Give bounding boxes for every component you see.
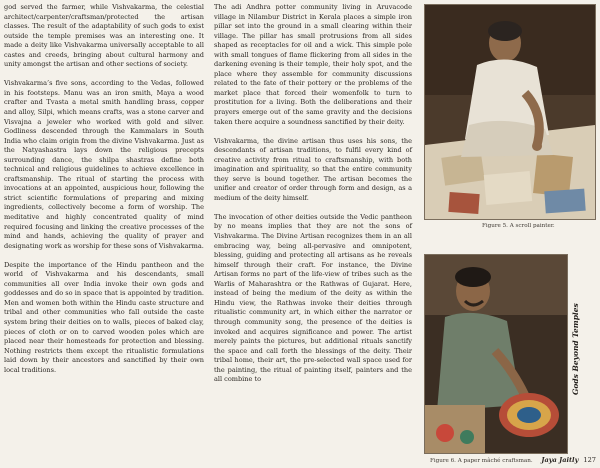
- paragraph: god served the farmer, while Vishvakarma, the celestial architect/carpenter/craftsman/protected the artisan classes. The result of the adaptability of such gods to exist outside the temple premises was an interesting one. It made a deity like Vishvakarma universally acceptable to all castes and creeds, bringing about cultural harmony and unity amongst the artisan and other sections of society.: [4, 3, 204, 69]
- figure-caption: Figure 5. A scroll painter.: [482, 223, 555, 229]
- author-name: Jaya Jaitly: [541, 456, 579, 464]
- page-number: 127: [583, 456, 596, 464]
- figure-caption: Figure 6. A paper mâché craftsman.: [430, 458, 533, 464]
- paragraph: The invocation of other deities outside the Vedic pantheon by no means implies that they are not the sons of Vishvakarma. The Divine Artisan recognizes them in an all embracing way, being all-pervasive and omnipotent, blessing, guiding and protecting all artisans as he reveals himself through their craft. For instance, the Divine Artisan forms no part of the life-view of tribes such as the Warlis of Maharashtra or the Rathwas of Gujarat. Here, instead of being the medium of the deity as within the Hindu view, the Rathwas invoke their deities through ritualistic community art, in which either the narrator or through community song, the presence of the deities is invoked and acquires significance and power. The artist merely paints the pictures, but additional rituals sanctify the space and call forth the blessings of the deity. Their tribal home, their art, the pre-selected wall space used for the painting, the ritual of painting itself, painters and the all combine to: [214, 212, 412, 384]
- scroll-painter-illustration: [425, 5, 595, 219]
- paper-mache-craftsman-photo: [424, 254, 568, 454]
- paragraph: Vishvakarma, the divine artisan thus uses his sons, the descendants of artisan traditions, to fulfil every kind of creative activity from ritual to craftsmanship, with both imagination and spirituality, so that the entire community they serve is bound together. The artisan becomes the unifier and creator of order through form and design, as a medium of the deity himself.: [214, 136, 412, 202]
- scroll-painter-photo: [424, 4, 596, 220]
- paragraph: Despite the importance of the Hindu pantheon and the world of Vishvakarma and his descendants, small communities all over India invoke their own gods and goddesses and do so in space that is appointed by tradition. Men and women both within the Hindu caste structure and tribal and other communities who fall outside the caste system bring their deities on to walls, pieces of baked clay, pieces of cloth or on to carved wooden poles which are placed near their homesteads for protection and blessing. Nothing restricts them except the ritualistic formulations laid down by their ancestors and sanctified by their own local traditions.: [4, 260, 204, 374]
- running-title: Gods Beyond Temples: [571, 303, 580, 395]
- paragraph: Vishvakarma’s five sons, according to the Vedas, followed in his footsteps. Manu was an iron smith, Maya a wood crafter and Tvasta a metal smith handling brass, copper and alloy, Silpi, which means crafts, was a stone carver and Visvajna a jeweler who worked with gold and silver. Godliness descended through the Kammalars in South India who claim origin from the divine Vishvakarma. Just as the Natyashastra lays down the religious precepts surrounding dance, the shilpa shastras define both technical and religious guidelines to achieve excellence in craftsmanship. The ritual of starting the process with invocations at an appointed, auspicious hour, following the strict scientific formulations of preparing and mixing ingredients, collectively become a form of worship. The meditative and highly concentrated quality of mind required focusing and linking the creative processes of the mind and hands, achieving the quality of prayer and designating work as worship for these sons of Vishvakarma.: [4, 79, 204, 250]
- craftsman-illustration: [425, 255, 567, 453]
- text-column-middle: [214, 3, 412, 394]
- text-column-left: [4, 3, 204, 385]
- page-footer: [528, 456, 596, 464]
- paragraph: The adi Andhra potter community living in Aruvacode village in Nilambur District in Kerala places a simple iron pillar set into the ground in a small clearing within their village. The pillar has small protrusions from all sides shaped as receptacles for oil and a wick. This simple pole with small tongues of flame flickering from all sides in the darkening evening is their temple, their holy spot, and the place where they assemble for community discussions related to the fate of their pottery or the problems of the market place that forced their womenfolk to turn to prostitution for a living. Both the deliberations and their prayers emerge out of the same gravity and the decisions taken there acquire a soundness sanctified by their deity.: [214, 3, 412, 126]
